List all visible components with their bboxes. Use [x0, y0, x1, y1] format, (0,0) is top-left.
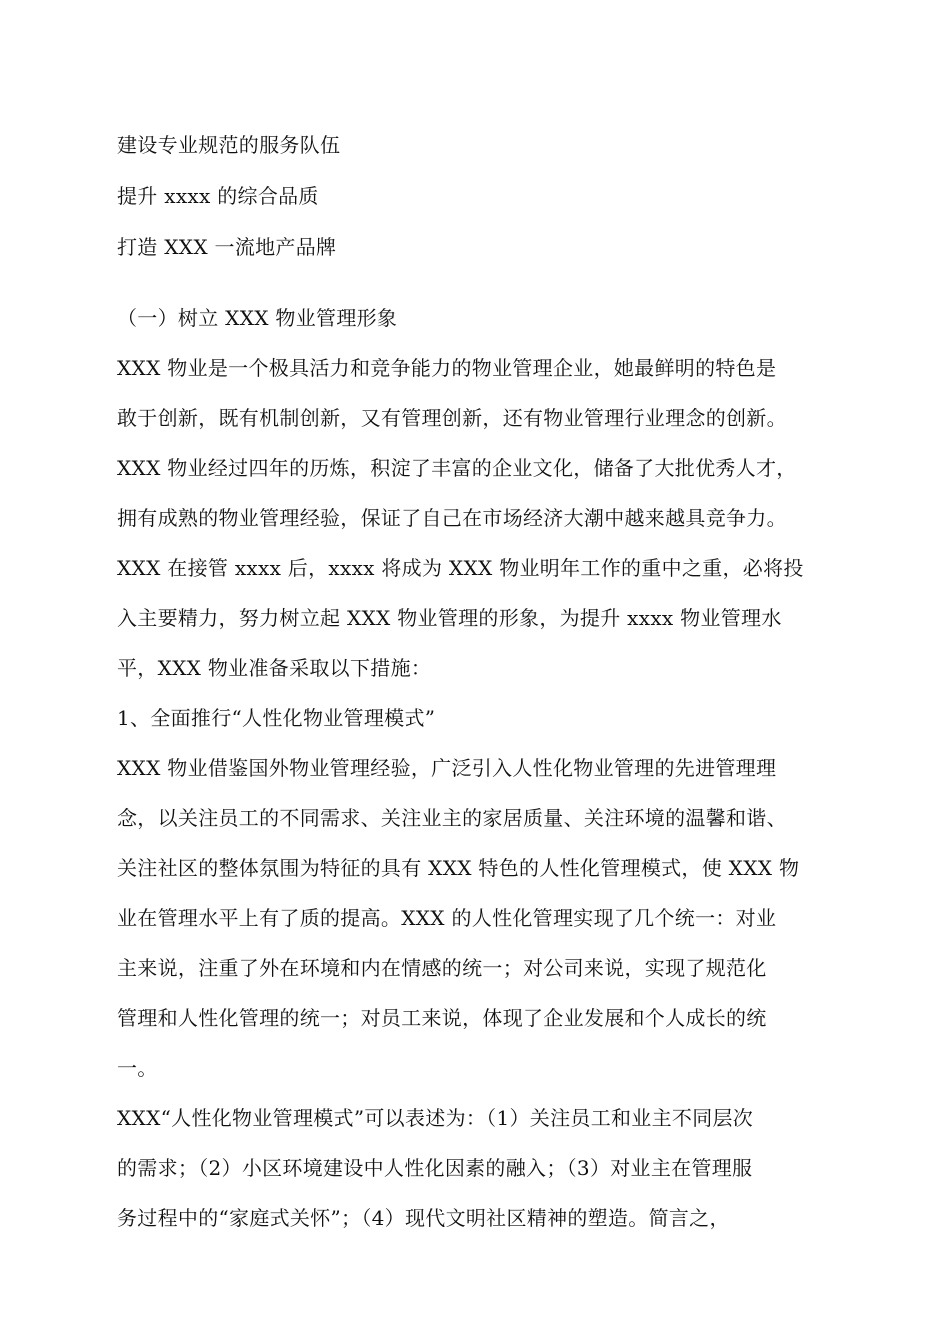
slogan-line-3: 打造 XXX 一流地产品牌 [117, 235, 337, 259]
slogan-line-2: 提升 xxxx 的综合品质 [117, 184, 319, 208]
paragraph-1-line-1: XXX 物业是一个极具活力和竞争能力的物业管理企业，她最鲜明的特色是 [117, 356, 777, 380]
paragraph-1-line-6: 入主要精力，努力树立起 XXX 物业管理的形象，为提升 xxxx 物业管理水 [117, 606, 782, 630]
paragraph-2-line-3: 关注社区的整体氛围为特征的具有 XXX 特色的人性化管理模式，使 XXX 物 [117, 856, 800, 880]
paragraph-1-line-3: XXX 物业经过四年的历炼，积淀了丰富的企业文化，储备了大批优秀人才， [117, 456, 797, 480]
subheading-1: 1、全面推行“人性化物业管理模式” [117, 706, 436, 730]
paragraph-1-line-7: 平，XXX 物业准备采取以下措施： [117, 656, 432, 680]
paragraph-1-line-5: XXX 在接管 xxxx 后，xxxx 将成为 XXX 物业明年工作的重中之重，必将投 [117, 556, 804, 580]
paragraph-3-line-3: 务过程中的“家庭式关怀”；（4）现代文明社区精神的塑造。简言之， [117, 1206, 730, 1230]
paragraph-1-line-2: 敢于创新，既有机制创新，又有管理创新，还有物业管理行业理念的创新。 [117, 406, 787, 430]
paragraph-2-line-7: 一。 [117, 1056, 158, 1080]
section-heading: （一）树立 XXX 物业管理形象 [117, 306, 398, 330]
paragraph-2-line-4: 业在管理水平上有了质的提高。XXX 的人性化管理实现了几个统一：对业 [117, 906, 777, 930]
slogan-line-1: 建设专业规范的服务队伍 [117, 133, 341, 157]
paragraph-2-line-2: 念，以关注员工的不同需求、关注业主的家居质量、关注环境的温馨和谐、 [117, 806, 787, 830]
paragraph-2-line-5: 主来说，注重了外在环境和内在情感的统一；对公司来说，实现了规范化 [117, 956, 767, 980]
paragraph-2-line-1: XXX 物业借鉴国外物业管理经验，广泛引入人性化物业管理的先进管理理 [117, 756, 777, 780]
paragraph-1-line-4: 拥有成熟的物业管理经验，保证了自己在市场经济大潮中越来越具竞争力。 [117, 506, 787, 530]
paragraph-3-line-2: 的需求；（2）小区环境建设中人性化因素的融入；（3）对业主在管理服 [117, 1156, 753, 1180]
paragraph-2-line-6: 管理和人性化管理的统一；对员工来说，体现了企业发展和个人成长的统 [117, 1006, 767, 1030]
paragraph-3-line-1: XXX“人性化物业管理模式”可以表述为：（1）关注员工和业主不同层次 [117, 1106, 754, 1130]
